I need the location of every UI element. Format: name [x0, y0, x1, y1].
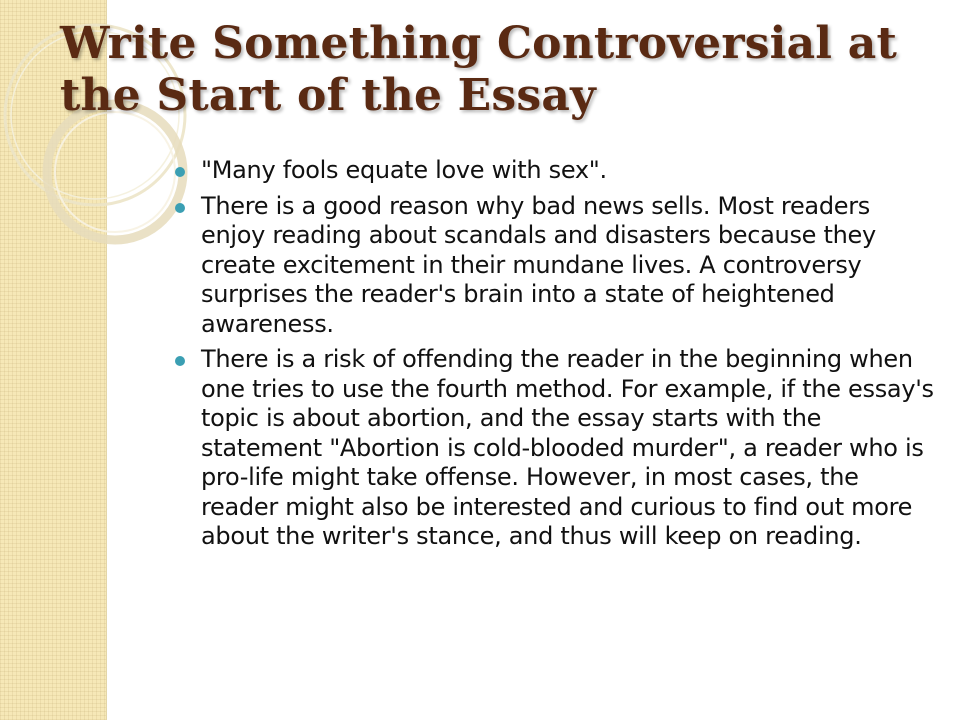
bullet-text: There is a good reason why bad news sells. Most readers enjoy reading about scandals and disasters because they create excitement in their mundane lives. A controversy surprises the reader's brain into a state of heightened awareness.: [201, 191, 876, 338]
bullet-dot-icon: [175, 203, 185, 213]
bullet-dot-icon: [175, 356, 185, 366]
slide-title: Write Something Controversial at the Start of the Essay: [60, 18, 897, 121]
bullet-text: There is a risk of offending the reader in the beginning when one tries to use the fourth method. For example, if the essay's topic is about abortion, and the essay starts with the statement "Abortion is cold-blooded murder", a reader who is pro-life might take offense. However, in most cases, the reader might also be interested and curious to find out more about the writer's stance, and thus will keep on reading.: [201, 345, 934, 550]
bullet-dot-icon: [175, 167, 185, 177]
bullet-item-1: [175, 156, 935, 186]
bullet-text: "Many fools equate love with sex".: [201, 156, 607, 184]
bullet-item-3: [175, 345, 935, 552]
bullet-list: [175, 156, 935, 558]
bullet-item-2: [175, 192, 935, 340]
